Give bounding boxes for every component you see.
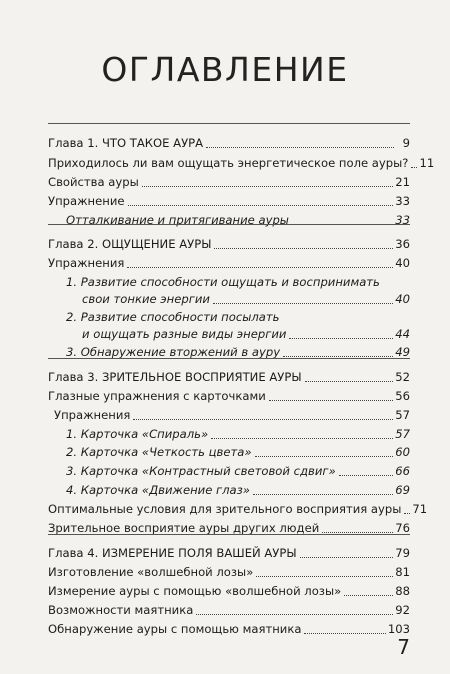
toc-entry-chapter-4: Глава 4. ИЗМЕРЕНИЕ ПОЛЯ ВАШЕЙ АУРЫ 79 xyxy=(48,546,410,560)
toc-entry: 3. Обнаружение вторжений в ауру 49 xyxy=(66,345,410,359)
toc-entry: 1. Карточка «Спираль» 57 xyxy=(66,427,410,441)
toc-entry: 2. Развитие способности посылать xyxy=(66,310,280,324)
toc-entry: Глазные упражнения с карточками 56 xyxy=(48,389,410,403)
toc-entry-chapter-2: Глава 2. ОЩУЩЕНИЕ АУРЫ 36 xyxy=(48,237,410,251)
toc-entry: 1. Развитие способности ощущать и воспринимать xyxy=(66,275,380,289)
toc-entry: Оптимальные условия для зрительного восприятия ауры 71 xyxy=(48,502,428,516)
toc-entry: Зрительное восприятие ауры других людей 76 xyxy=(48,521,410,535)
toc-entry: Изготовление «волшебной лозы» 81 xyxy=(48,565,410,579)
toc-entry: свои тонкие энергии 40 xyxy=(82,292,410,306)
page-title: ОГЛАВЛЕНИЕ xyxy=(101,50,349,89)
chapter-separator xyxy=(48,358,410,359)
chapter-separator xyxy=(48,123,410,124)
toc-entry: Упражнения 40 xyxy=(48,256,410,270)
toc-entry: Приходилось ли вам ощущать энергетическое поле ауры? 11 xyxy=(48,156,435,170)
toc-entry: Упражнения 57 xyxy=(54,408,410,422)
toc-entry: Измерение ауры с помощью «волшебной лозы» 88 xyxy=(48,584,410,598)
toc-entry-chapter-1: Глава 1. ЧТО ТАКОЕ АУРА 9 xyxy=(48,136,410,150)
toc-entry: 3. Карточка «Контрастный световой сдвиг» 66 xyxy=(66,464,410,478)
toc-entry: Упражнение 33 xyxy=(48,194,410,208)
page-number: 7 xyxy=(397,635,410,659)
toc-entry: 2. Карточка «Четкость цвета» 60 xyxy=(66,445,410,459)
chapter-separator xyxy=(48,534,410,535)
toc-entry: Обнаружение ауры с помощью маятника 103 xyxy=(48,622,410,636)
toc-entry: 4. Карточка «Движение глаз» 69 xyxy=(66,483,410,497)
toc-entry: и ощущать разные виды энергии 44 xyxy=(82,327,410,341)
toc-entry: Возможности маятника 92 xyxy=(48,603,410,617)
chapter-separator xyxy=(48,224,410,225)
toc-entry: Свойства ауры 21 xyxy=(48,175,410,189)
toc-entry-chapter-3: Глава 3. ЗРИТЕЛЬНОЕ ВОСПРИЯТИЕ АУРЫ 52 xyxy=(48,370,410,384)
toc-entry: Отталкивание и притягивание ауры 33 xyxy=(66,213,410,227)
